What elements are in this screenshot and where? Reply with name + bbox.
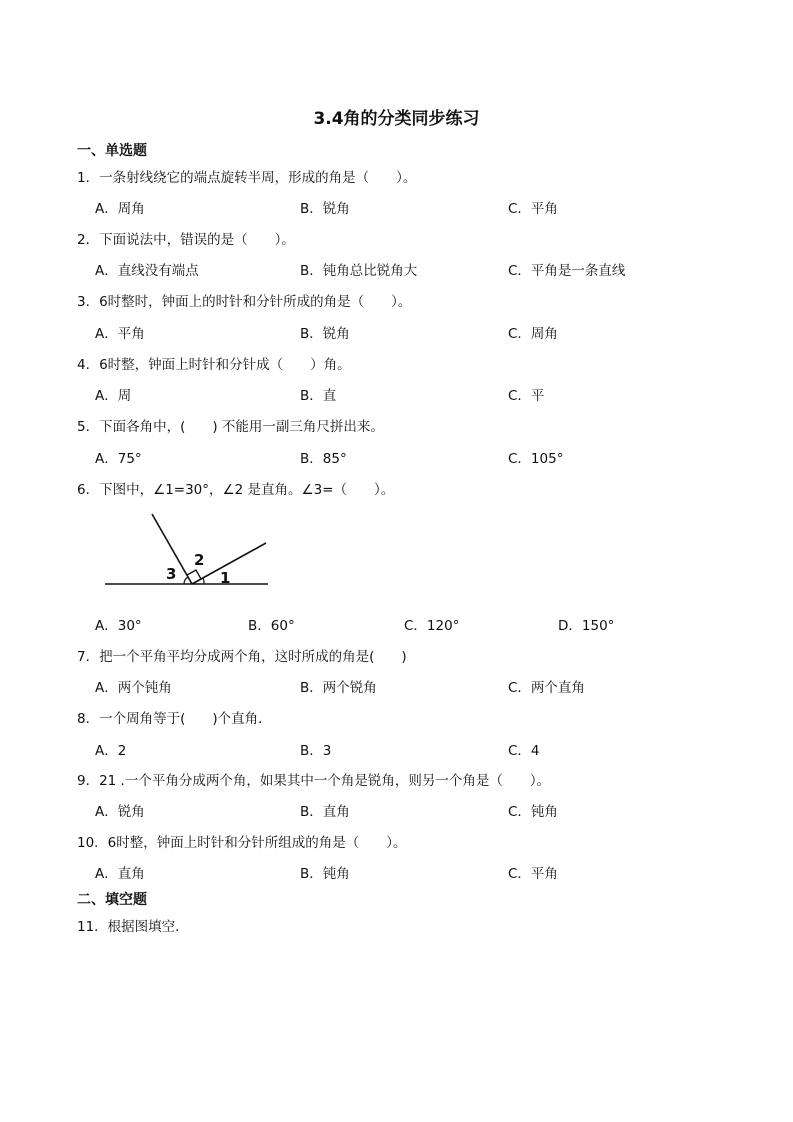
question-7-option-a: A．两个钝角 xyxy=(95,680,172,696)
question-7-stem: 7．把一个平角平均分成两个角，这时所成的角是( ) xyxy=(77,649,407,665)
question-7-option-c: C．两个直角 xyxy=(508,680,585,696)
question-6-option-b: B．60° xyxy=(248,618,295,634)
question-6-option-d: D．150° xyxy=(558,618,615,634)
angle-3-arc xyxy=(184,577,188,584)
question-5-option-c: C．105° xyxy=(508,451,564,467)
question-6-option-c: C．120° xyxy=(404,618,460,634)
question-9-option-a: A．锐角 xyxy=(95,804,145,820)
question-10-stem: 10．6时整，钟面上时针和分针所组成的角是（ ）。 xyxy=(77,835,407,851)
question-9-option-b: B．直角 xyxy=(300,804,350,820)
question-4-stem: 4．6时整，钟面上时针和分针成（ ）角。 xyxy=(77,357,351,373)
angle-figure xyxy=(100,506,275,592)
question-2-option-b: B．钝角总比锐角大 xyxy=(300,263,418,279)
question-10-option-a: A．直角 xyxy=(95,866,145,882)
question-10-option-c: C．平角 xyxy=(508,866,558,882)
question-3-stem: 3．6时整时，钟面上的时针和分针所成的角是（ ）。 xyxy=(77,294,412,310)
question-1-option-a: A．周角 xyxy=(95,201,145,217)
question-1-option-c: C．平角 xyxy=(508,201,558,217)
question-8-option-a: A．2 xyxy=(95,743,127,759)
question-8-option-c: C．4 xyxy=(508,743,540,759)
question-2-option-a: A．直线没有端点 xyxy=(95,263,199,279)
section-heading-fill-blank: 二、填空题 xyxy=(77,892,147,908)
question-3-option-b: B．锐角 xyxy=(300,326,350,342)
question-4-option-c: C．平 xyxy=(508,388,545,404)
question-6-option-a: A．30° xyxy=(95,618,142,634)
question-6-stem: 6．下图中，∠1=30°，∠2 是直角。∠3=（ ）。 xyxy=(77,482,395,498)
question-9-option-c: C．钝角 xyxy=(508,804,558,820)
question-5-stem: 5．下面各角中，( ) 不能用一副三角尺拼出来。 xyxy=(77,419,384,435)
question-7-option-b: B．两个锐角 xyxy=(300,680,377,696)
question-1-option-b: B．锐角 xyxy=(300,201,350,217)
question-2-option-c: C．平角是一条直线 xyxy=(508,263,626,279)
question-1-stem: 1．一条射线绕它的端点旋转半周，形成的角是（ ）。 xyxy=(77,170,417,186)
question-10-option-b: B．钝角 xyxy=(300,866,350,882)
question-2-stem: 2．下面说法中，错误的是（ ）。 xyxy=(77,232,295,248)
angle-label-3: 3 xyxy=(166,565,177,583)
angle-label-1: 1 xyxy=(220,569,231,587)
question-11-stem: 11．根据图填空． xyxy=(77,919,189,935)
angle-1-arc xyxy=(203,578,204,584)
angle-label-2: 2 xyxy=(194,551,205,569)
question-4-option-b: B．直 xyxy=(300,388,337,404)
question-8-option-b: B．3 xyxy=(300,743,332,759)
question-3-option-a: A．平角 xyxy=(95,326,145,342)
section-heading-single-choice: 一、单选题 xyxy=(77,143,147,159)
question-4-option-a: A．周 xyxy=(95,388,132,404)
question-5-option-b: B．85° xyxy=(300,451,347,467)
page-title: 3.4角的分类同步练习 xyxy=(313,109,480,129)
question-5-option-a: A．75° xyxy=(95,451,142,467)
question-3-option-c: C．周角 xyxy=(508,326,558,342)
question-9-stem: 9．21 .一个平角分成两个角，如果其中一个角是锐角，则另一个角是（ ）。 xyxy=(77,773,551,789)
question-8-stem: 8．一个周角等于( )个直角． xyxy=(77,711,272,727)
